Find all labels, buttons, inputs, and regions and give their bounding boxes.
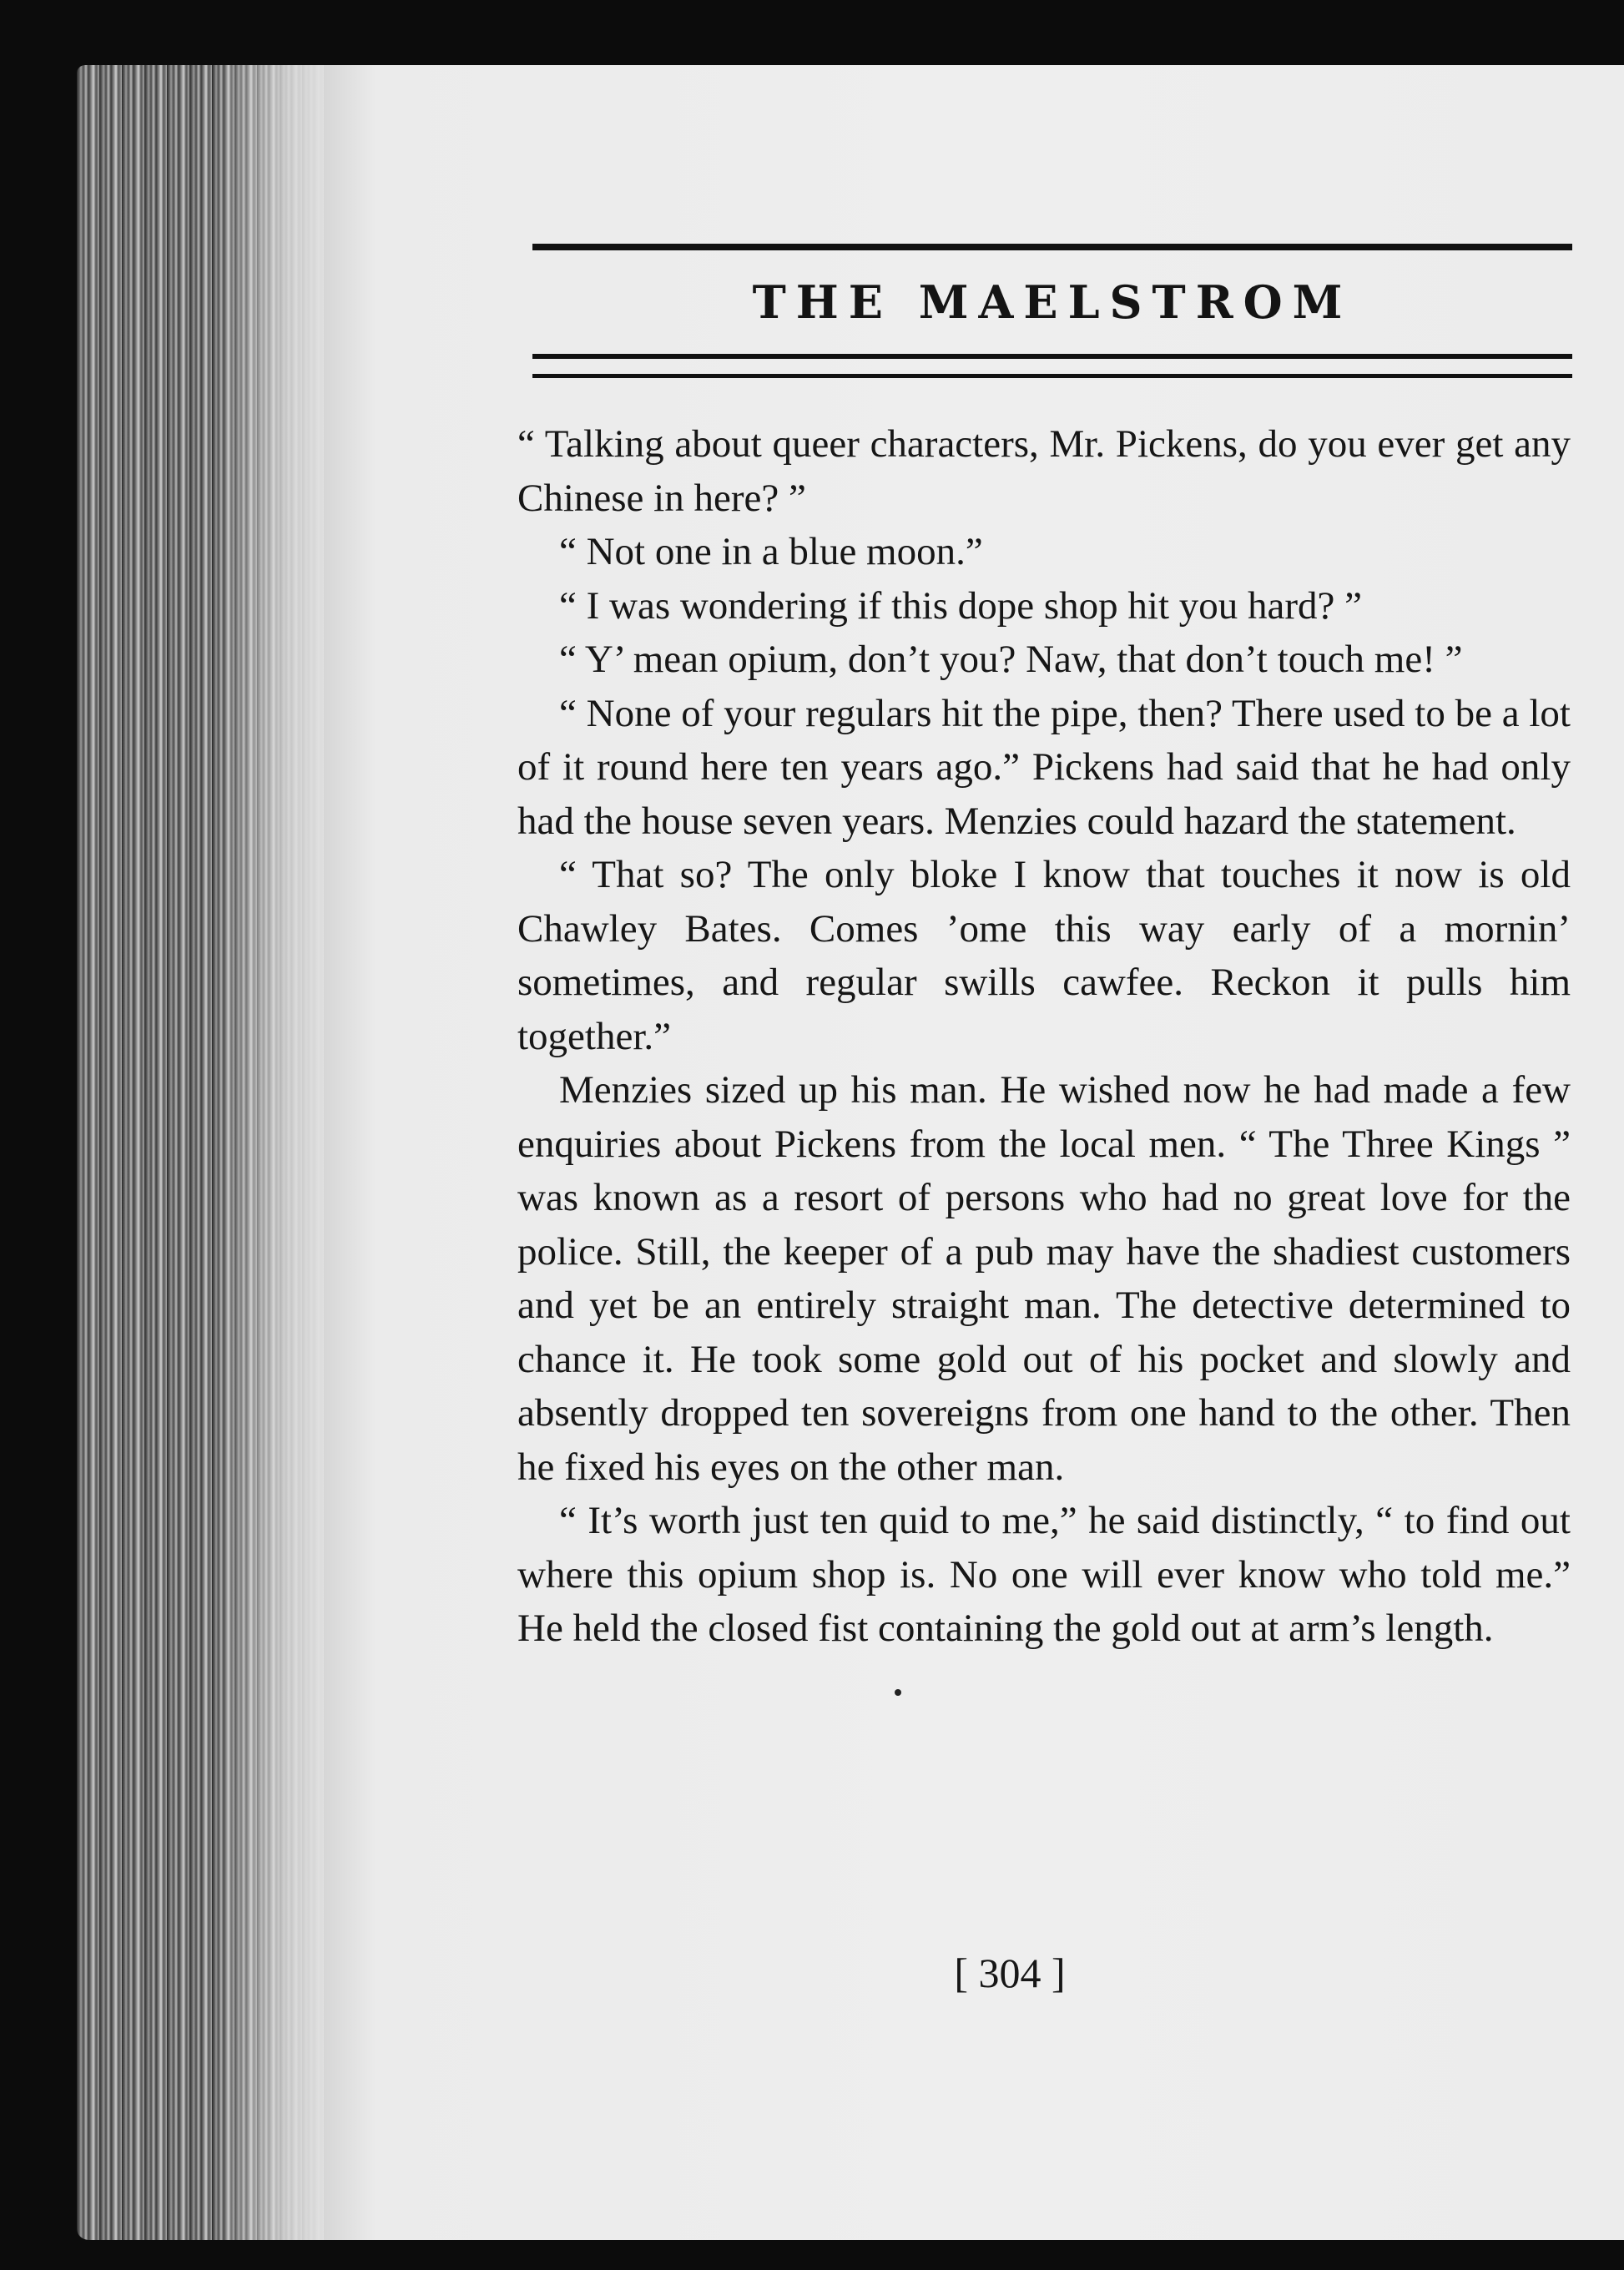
paragraph: “ None of your regulars hit the pipe, then? There used to be a lot of it round here ten years ago.” Pickens had said that he had only had the house seven years. Menzies could hazard the statement. xyxy=(517,691,1571,843)
header-bottom-rule-upper xyxy=(532,354,1572,359)
header-top-rule xyxy=(532,244,1572,250)
paragraph: “ I was wondering if this dope shop hit you hard? ” xyxy=(559,583,1362,628)
paragraph: “ Not one in a blue moon.” xyxy=(559,530,983,573)
paragraph: “ That so? The only bloke I know that touches it now is old Chawley Bates. Comes ’ome this way early of a mornin’ sometimes, and regular swills cawfee. Reckon it pulls him together.” xyxy=(517,853,1571,1058)
paragraph: “ It’s worth just ten quid to me,” he said distinctly, “ to find out where this opium shop is. No one will ever know who told me.” He held the closed fist containing the gold out at arm’s length. xyxy=(517,1499,1571,1650)
page-number: [ 304 ] xyxy=(954,1950,1066,1996)
running-title: THE MAELSTROM xyxy=(752,275,1353,329)
header-bottom-rule-lower xyxy=(532,374,1572,378)
ink-speck xyxy=(895,1689,901,1696)
body-text xyxy=(517,417,1571,1656)
paragraph: “ Y’ mean opium, don’t you? Naw, that don’t touch me! ” xyxy=(559,638,1463,681)
gutter-shadow xyxy=(217,65,334,2240)
paragraph: “ Talking about queer characters, Mr. Pickens, do you ever get any Chinese in here? ” xyxy=(517,422,1571,520)
paragraph: Menzies sized up his man. He wished now he had made a few enquiries about Pickens from the local men. “ The Three Kings ” was known as a resort of persons who had no great love for the police. Still, the keeper of a pub may have the shadiest customers and yet be an entirely straight man. The detective determined to chance it. He took some gold out of his pocket and slowly and absently dropped ten sovereigns from one hand to the other. Then he fixed his eyes on the other man. xyxy=(517,1068,1571,1489)
